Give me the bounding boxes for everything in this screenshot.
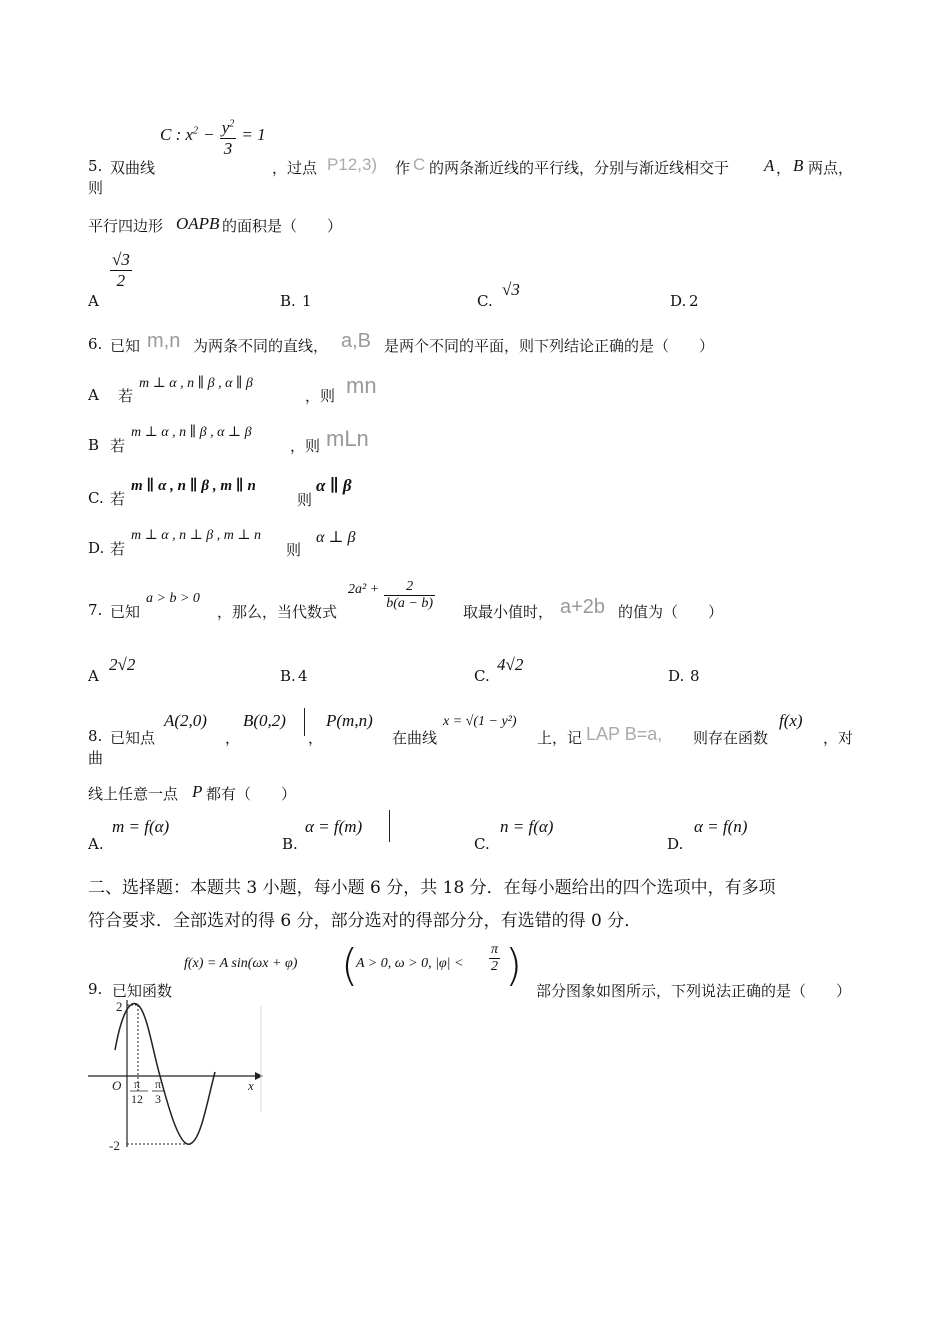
tick-1-den: 12: [131, 1092, 143, 1106]
q7-option-b-label: B.: [280, 667, 296, 685]
q8-comma-1: ，: [225, 729, 241, 747]
q5-option-a-label: A: [88, 292, 99, 310]
q6-option-d-ruo: 若: [110, 540, 126, 558]
q9-number: 9.: [88, 980, 103, 998]
q5-text3: 作: [395, 159, 411, 177]
q9-text1: 已知函数: [112, 982, 173, 1000]
q8-P: P: [192, 782, 203, 801]
q6-option-d-concl: α ⊥ β: [316, 529, 356, 546]
q8-comma-2: ，: [308, 729, 324, 747]
q8-bar-2: [389, 810, 390, 842]
q8-option-c-label: C.: [474, 835, 490, 853]
q8-text1: 已知点: [110, 729, 156, 747]
q5-text2: ，过点: [272, 159, 318, 177]
q9-cond: A > 0, ω > 0, |φ| <: [356, 956, 464, 971]
q6-option-b-ze: ，则: [290, 437, 321, 455]
q5-point: P12,3): [327, 155, 378, 174]
q8-point-p: P(m,n): [326, 711, 373, 730]
q5-text4: 的两条渐近线的平行线，分别与渐近线相交于: [429, 159, 730, 177]
sine-graph: [85, 992, 275, 1160]
q6-number: 6.: [88, 335, 103, 353]
q5-oapb: OAPB: [176, 214, 220, 233]
q7-option-c-label: C.: [474, 667, 490, 685]
q5-option-c-value: √3: [502, 280, 520, 299]
q6-text1: 已知: [110, 337, 141, 355]
q8-option-d-value: α = f(n): [694, 817, 748, 836]
tick-1-num: π: [134, 1077, 141, 1091]
q7-text4: 的值为（ ）: [618, 603, 724, 621]
q5-text6: 则: [88, 179, 104, 197]
q5-comma: ，: [776, 159, 792, 177]
q6-option-b-cond: m ⊥ α , n ∥ β , α ⊥ β: [131, 425, 252, 440]
x-axis-arrow-icon: [255, 1072, 263, 1080]
x-axis-label: x: [248, 1078, 254, 1093]
q8-text4: 则存在函数: [693, 729, 769, 747]
q5-line2b: 的面积是（ ）: [222, 217, 343, 235]
q8-fx: f(x): [779, 711, 803, 730]
q7-option-c-value: 4√2: [497, 655, 524, 674]
q6-text3: 是两个不同的平面，则下列结论正确的是（ ）: [384, 337, 715, 355]
q8-curve: x = √(1 − y²): [443, 714, 517, 729]
q5-curve-formula: C : $x^2$ − $\frac{y^2}{3}$ = 1: [160, 118, 266, 158]
sine-curve: [115, 1004, 215, 1145]
q6-option-c-concl: α ∥ β: [316, 476, 352, 495]
q6-option-a-ze: ，则: [305, 387, 336, 405]
q6-option-a-ruo: 若: [118, 387, 134, 405]
q5-number: 5.: [88, 157, 103, 175]
q9-paren-left: (: [341, 940, 359, 991]
q5-B: B: [793, 156, 804, 175]
q8-line2a: 线上任意一点: [88, 785, 179, 803]
q6-ab: a,B: [341, 330, 372, 352]
q5-A: A: [764, 156, 775, 175]
q5-line2a: 平行四边形: [88, 217, 164, 235]
q6-option-a-label: A: [88, 386, 99, 404]
q6-option-c-ruo: 若: [110, 490, 126, 508]
q8-option-c-value: n = f(α): [500, 817, 554, 836]
q9-text2: 部分图象如图所示，下列说法正确的是（ ）: [536, 982, 852, 1000]
q5-option-b-value: 1: [302, 292, 312, 310]
y-min-label: -2: [109, 1138, 120, 1153]
q8-point-a: A(2,0): [164, 711, 207, 730]
q7-text2: ，那么，当代数式: [217, 603, 338, 621]
q8-text3: 上，记: [537, 729, 583, 747]
q5-text5: 两点，: [808, 159, 854, 177]
q6-mn: m,n: [147, 330, 181, 352]
q8-angle: LAP B=a,: [586, 724, 663, 744]
q7-option-d-value: 8: [690, 667, 700, 685]
q7-number: 7.: [88, 601, 103, 619]
q6-option-b-concl: mLn: [326, 426, 369, 451]
q5-option-b-label: B.: [280, 292, 296, 310]
q8-text2: 在曲线: [392, 729, 438, 747]
q6-option-b-label: B: [88, 436, 100, 454]
q8-text6: 曲: [88, 749, 104, 767]
q6-option-a-concl: mn: [346, 373, 377, 398]
q5-option-a-value: $\frac{√3}{2}$: [112, 250, 130, 290]
tick-2-num: π: [155, 1077, 162, 1091]
q6-text2: 为两条不同的直线，: [193, 337, 329, 355]
q5-option-d-label: D.: [670, 292, 687, 310]
q7-option-a-label: A: [88, 667, 99, 685]
q8-point-b: B(0,2): [243, 711, 286, 730]
q7-cond: a > b > 0: [146, 591, 200, 606]
q8-option-b-value: α = f(m): [305, 817, 363, 836]
q9-paren-right: ): [505, 940, 523, 991]
q8-option-d-label: D.: [667, 835, 684, 853]
q6-option-d-label: D.: [88, 539, 105, 557]
q7-text1: 已知: [110, 603, 141, 621]
q8-option-b-label: B.: [282, 835, 298, 853]
q7-option-d-label: D.: [668, 667, 685, 685]
q6-option-d-ze: 则: [286, 541, 302, 559]
q7-option-b-value: 4: [298, 667, 308, 685]
q6-option-d-cond: m ⊥ α , n ⊥ β , m ⊥ n: [131, 528, 262, 543]
q9-func: f(x) = A sin(ωx + φ): [184, 956, 298, 971]
q6-option-c-label: C.: [88, 489, 104, 507]
q7-option-a-value: 2√2: [109, 655, 136, 674]
q5-text1: 双曲线: [110, 159, 156, 177]
q8-option-a-label: A.: [88, 835, 104, 853]
q5-c: C: [413, 155, 426, 174]
section-2-line2: 符合要求．全部选对的得 6 分，部分选对的得部分分，有选错的得 0 分．: [88, 911, 642, 931]
tick-2-den: 3: [155, 1092, 161, 1106]
q6-option-c-cond: m ∥ α , n ∥ β , m ∥ n: [131, 478, 256, 494]
q7-expression: 2a² + $\frac{2}{b(a - b)}$: [348, 579, 434, 611]
q7-a2b: a+2b: [560, 596, 606, 618]
q6-option-b-ruo: 若: [110, 437, 126, 455]
q8-text5: ，对: [823, 729, 854, 747]
y-max-label: 2: [116, 999, 123, 1014]
q5-option-d-value: 2: [689, 292, 699, 310]
q9-pi-over-2: $\frac{\pi}{2}$: [491, 942, 499, 974]
q8-number: 8.: [88, 727, 103, 745]
q6-option-c-ze: 则: [297, 491, 313, 509]
q8-line2b: 都有（ ）: [206, 785, 297, 803]
origin-label: O: [112, 1078, 122, 1093]
q5-option-c-label: C.: [477, 292, 493, 310]
q8-bar: [304, 708, 305, 736]
q6-option-a-cond: m ⊥ α , n ∥ β , α ∥ β: [139, 376, 253, 391]
q8-option-a-value: m = f(α): [112, 817, 170, 836]
section-2-line1: 二、选择题：本题共 3 小题，每小题 6 分，共 18 分．在每小题给出的四个选项中，有多项: [88, 878, 776, 898]
q7-text3: 取最小值时，: [463, 603, 554, 621]
